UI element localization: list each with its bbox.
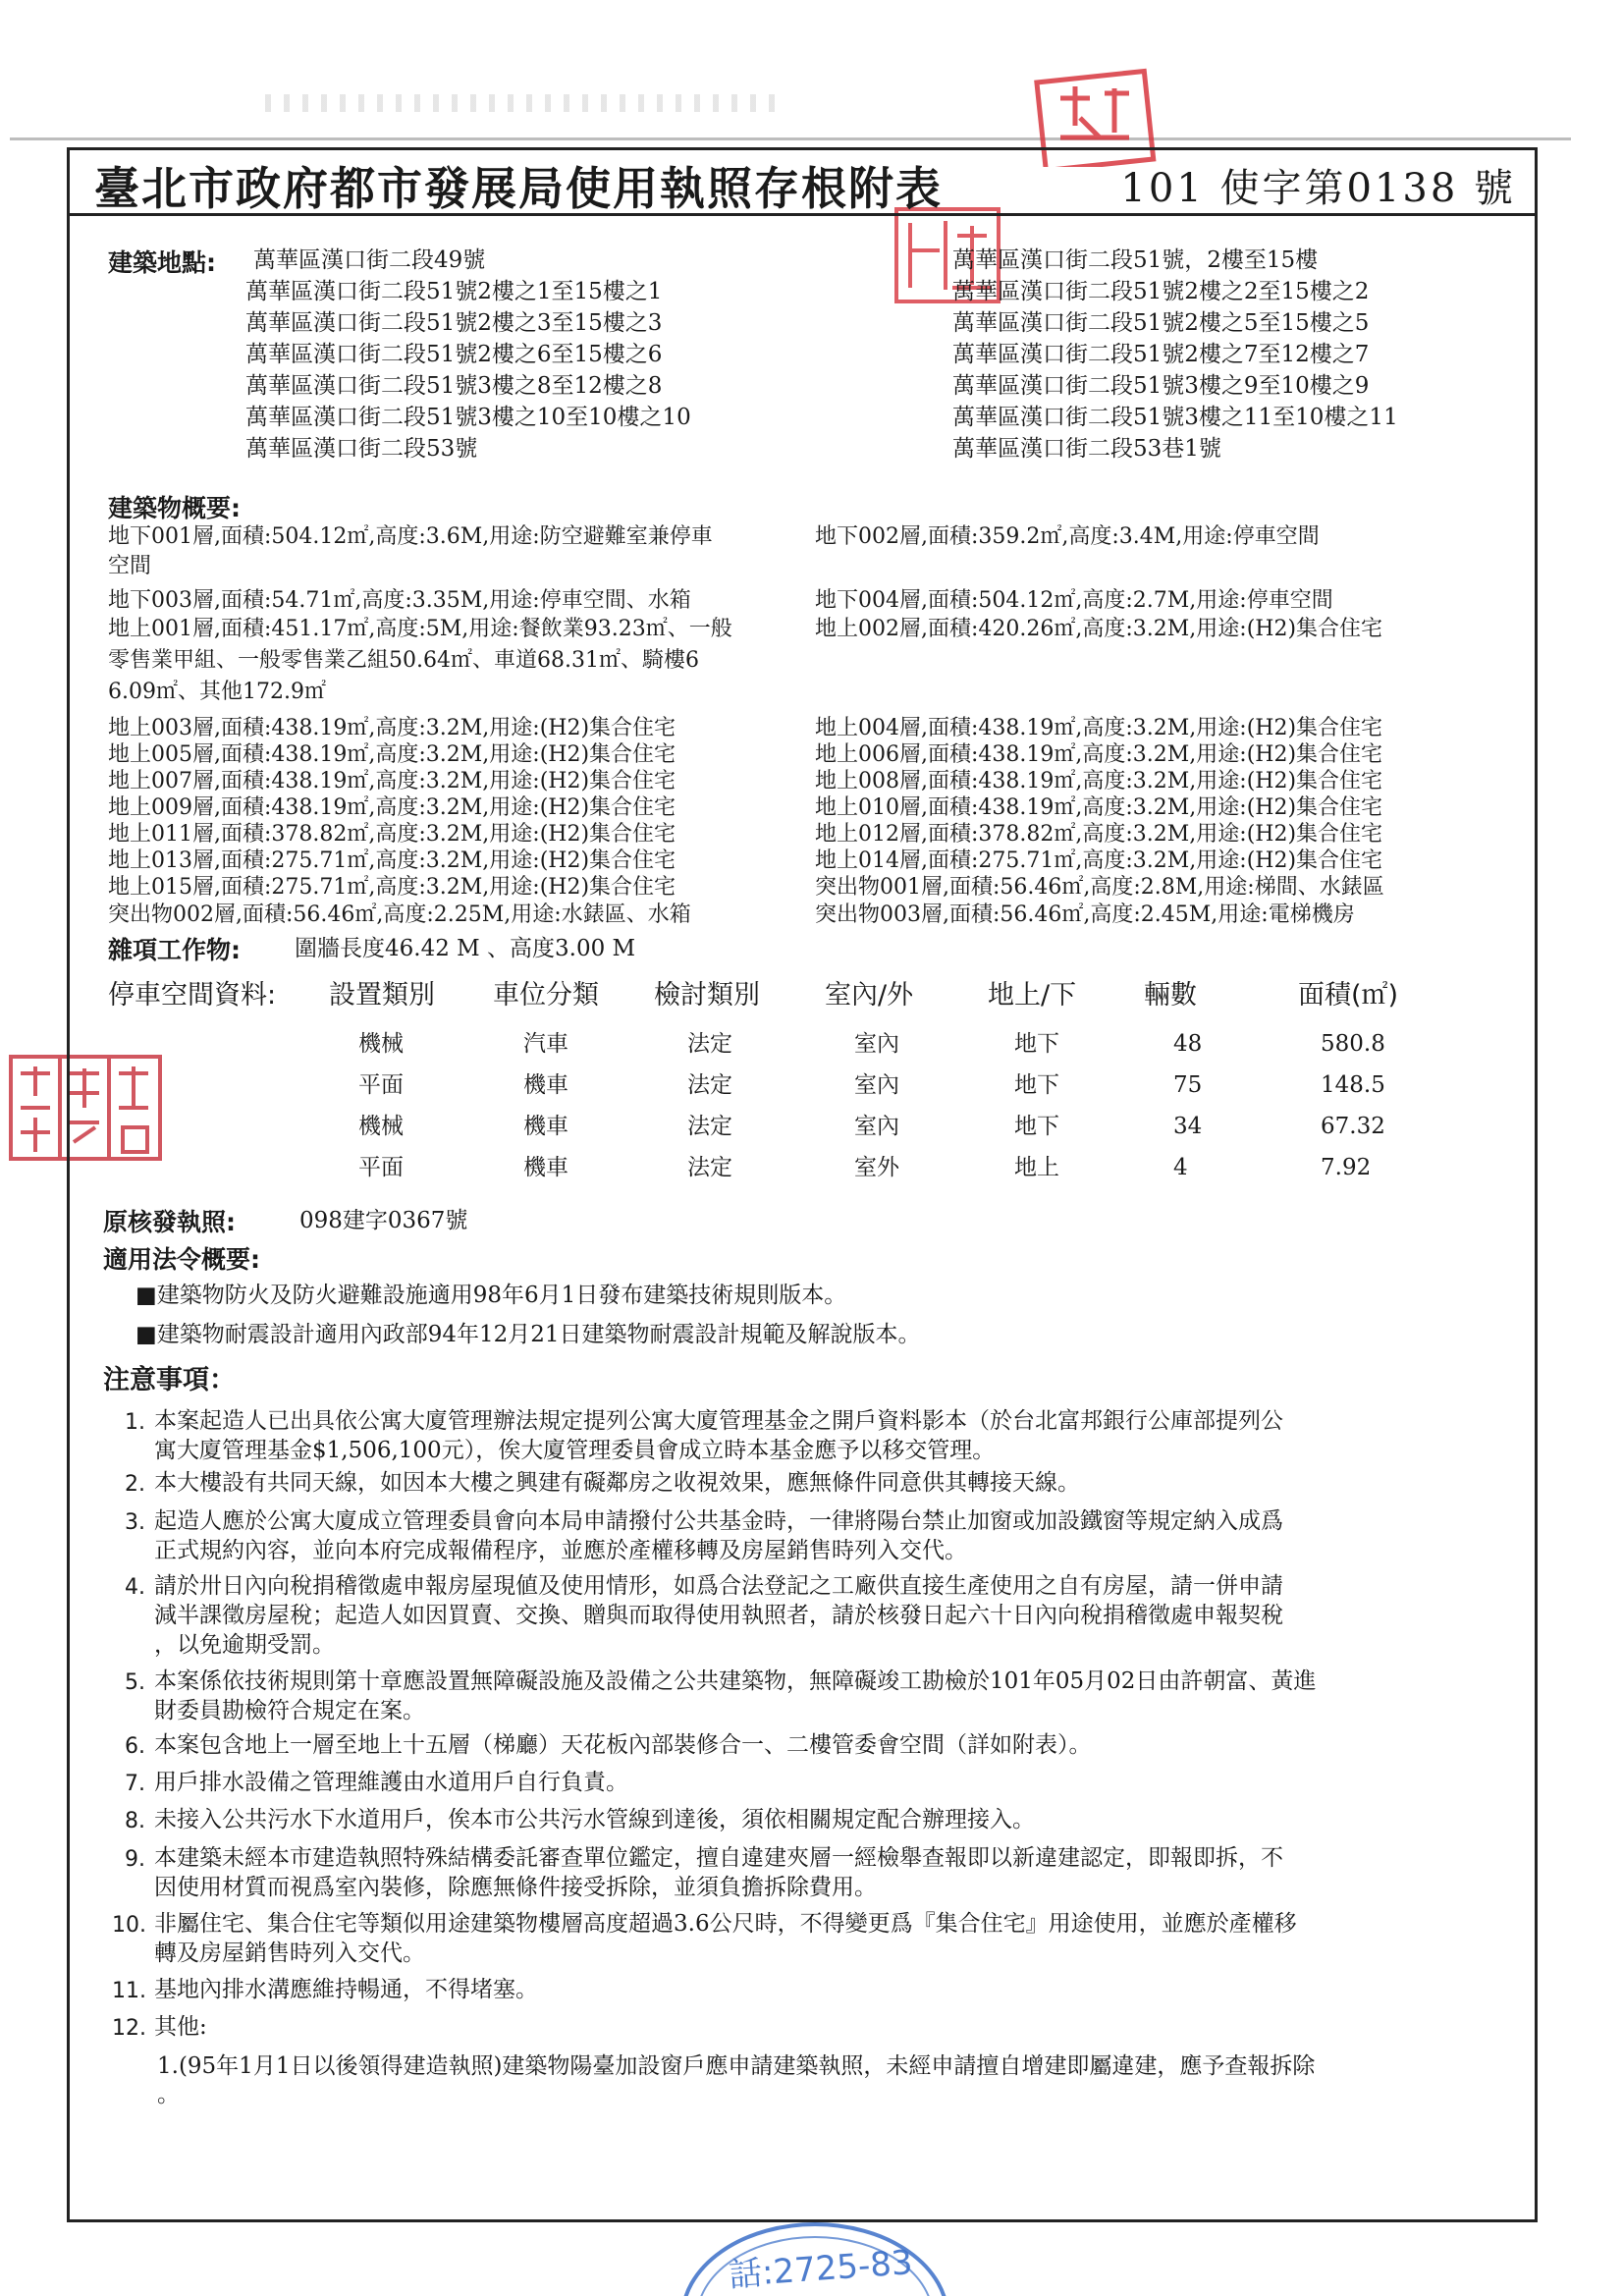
parking-cell: 7.92 bbox=[1321, 1155, 1372, 1180]
laws-label: 適用法令概要: bbox=[103, 1245, 260, 1274]
original-permit-label: 原核發執照: bbox=[103, 1208, 236, 1236]
scan-artifact bbox=[265, 94, 776, 112]
address-right-6: 萬華區漢口街二段51號3樓之11至10樓之11 bbox=[952, 405, 1398, 430]
overview-line: 地下003層,面積:54.71㎡,高度:3.35M,用途:停車空間、水箱 bbox=[108, 588, 691, 613]
notice-line: ，以免逾期受罰。 bbox=[154, 1632, 335, 1658]
notice-line: 其他: bbox=[154, 2014, 207, 2040]
notice-line: 非屬住宅、集合住宅等類似用途建築物樓層高度超過3.6公尺時，不得變更爲『集合住宅』用途使用，並應於產權移 bbox=[154, 1911, 1297, 1937]
parking-header-area: 面積(㎡) bbox=[1298, 980, 1399, 1011]
misc-work-value: 圍牆長度46.42 M 、高度3.00 M bbox=[295, 936, 636, 961]
parking-header-count: 輛數 bbox=[1144, 980, 1197, 1011]
parking-header-review: 檢討類別 bbox=[654, 980, 760, 1011]
overview-line: 地上011層,面積:378.82㎡,高度:3.2M,用途:(H2)集合住宅 bbox=[108, 822, 676, 847]
notice-number: 7. bbox=[125, 1772, 145, 1796]
parking-cell: 148.5 bbox=[1321, 1072, 1385, 1098]
parking-cell: 平面 bbox=[358, 1072, 404, 1098]
notice-line: 本案起造人已出具依公寓大廈管理辦法規定提列公寓大廈管理基金之開戶資料影本（於台北富邦銀行公庫部提列公 bbox=[154, 1408, 1283, 1434]
site-label: 建築地點: bbox=[108, 248, 216, 277]
notice-number: 3. bbox=[125, 1510, 145, 1535]
blue-stamp-bottom bbox=[668, 2210, 962, 2296]
parking-cell: 機械 bbox=[358, 1031, 404, 1057]
address-right-7: 萬華區漢口街二段53巷1號 bbox=[952, 436, 1221, 462]
overview-line: 空間 bbox=[108, 554, 152, 578]
address-left-2: 萬華區漢口街二段51號2樓之1至15樓之1 bbox=[245, 279, 663, 304]
address-left-1: 萬華區漢口街二段49號 bbox=[253, 247, 486, 273]
overview-line: 突出物001層,面積:56.46㎡,高度:2.8M,用途:梯間、水錶區 bbox=[815, 875, 1384, 900]
overview-line: 地上015層,面積:275.71㎡,高度:3.2M,用途:(H2)集合住宅 bbox=[108, 875, 676, 900]
parking-cell: 4 bbox=[1173, 1155, 1188, 1180]
notice-line: 正式規約內容，並向本府完成報備程序，並應於產權移轉及房屋銷售時列入交代。 bbox=[154, 1538, 967, 1563]
parking-cell: 室內 bbox=[854, 1031, 899, 1057]
overview-line: 地上005層,面積:438.19㎡,高度:3.2M,用途:(H2)集合住宅 bbox=[108, 742, 676, 767]
title-bar bbox=[67, 147, 1538, 216]
overview-line: 突出物003層,面積:56.46㎡,高度:2.45M,用途:電梯機房 bbox=[815, 902, 1355, 927]
notice-number: 4. bbox=[125, 1575, 145, 1600]
law-item: ■建築物防火及防火避難設施適用98年6月1日發布建築技術規則版本。 bbox=[135, 1283, 847, 1308]
address-right-4: 萬華區漢口街二段51號2樓之7至12樓之7 bbox=[952, 342, 1370, 367]
parking-cell: 汽車 bbox=[523, 1031, 568, 1057]
overview-line: 地上002層,面積:420.26㎡,高度:3.2M,用途:(H2)集合住宅 bbox=[815, 617, 1383, 641]
notice-line: 。 bbox=[157, 2082, 180, 2107]
address-left-6: 萬華區漢口街二段51號3樓之10至10樓之10 bbox=[245, 405, 691, 430]
address-right-1: 萬華區漢口街二段51號，2樓至15樓 bbox=[952, 247, 1319, 273]
notice-line: 本案包含地上一層至地上十五層（梯廳）天花板內部裝修合一、二樓管委會空間（詳如附表）。 bbox=[154, 1732, 1092, 1758]
notice-line: 基地內排水溝應維持暢通，不得堵塞。 bbox=[154, 1977, 538, 2002]
notice-number: 9. bbox=[125, 1847, 145, 1872]
notice-number: 5. bbox=[125, 1670, 145, 1695]
parking-cell: 室外 bbox=[854, 1155, 899, 1180]
notice-number: 1. bbox=[125, 1410, 145, 1435]
notice-number: 11. bbox=[112, 1979, 146, 2003]
notice-line: 因使用材質而視爲室內裝修，除應無條件接受拆除，並須負擔拆除費用。 bbox=[154, 1875, 877, 1900]
address-left-5: 萬華區漢口街二段51號3樓之8至12樓之8 bbox=[245, 373, 663, 399]
notice-line: 請於卅日內向稅捐稽徵處申報房屋現値及使用情形，如爲合法登記之工廠供直接生產使用之自有房屋，請一併申請 bbox=[154, 1573, 1283, 1599]
address-left-7: 萬華區漢口街二段53號 bbox=[245, 436, 478, 462]
overview-line: 地上013層,面積:275.71㎡,高度:3.2M,用途:(H2)集合住宅 bbox=[108, 848, 676, 873]
overview-line: 地上003層,面積:438.19㎡,高度:3.2M,用途:(H2)集合住宅 bbox=[108, 716, 676, 740]
notice-line: 本案係依技術規則第十章應設置無障礙設施及設備之公共建築物，無障礙竣工勘檢於101年05月02日由許朝富、黃進 bbox=[154, 1668, 1317, 1694]
parking-header-indoor: 室內/外 bbox=[825, 980, 914, 1011]
notice-line: 減半課徵房屋稅；起造人如因買賣、交換、贈與而取得使用執照者，請於核發日起六十日內向稅捐稽徵處申報契稅 bbox=[154, 1603, 1283, 1628]
notice-number: 10. bbox=[112, 1913, 146, 1938]
parking-cell: 75 bbox=[1173, 1072, 1203, 1098]
document-title: 臺北市政府都市發展局使用執照存根附表 bbox=[94, 162, 943, 215]
misc-work-label: 雜項工作物: bbox=[108, 936, 241, 964]
parking-cell: 地上 bbox=[1014, 1155, 1059, 1180]
scan-edge-line bbox=[10, 137, 1571, 140]
parking-cell: 機車 bbox=[523, 1155, 568, 1180]
parking-cell: 地下 bbox=[1014, 1072, 1059, 1098]
parking-cell: 法定 bbox=[687, 1072, 732, 1098]
notice-line: 寓大廈管理基金$1,506,100元），俟大廈管理委員會成立時本基金應予以移交管理。 bbox=[154, 1438, 996, 1463]
overview-line: 地上007層,面積:438.19㎡,高度:3.2M,用途:(H2)集合住宅 bbox=[108, 769, 676, 793]
address-left-3: 萬華區漢口街二段51號2樓之3至15樓之3 bbox=[245, 310, 663, 336]
parking-cell: 地下 bbox=[1014, 1114, 1059, 1139]
parking-header-level: 地上/下 bbox=[988, 980, 1077, 1011]
parking-label: 停車空間資料: bbox=[108, 980, 277, 1011]
overview-line: 地上004層,面積:438.19㎡,高度:3.2M,用途:(H2)集合住宅 bbox=[815, 716, 1383, 740]
overview-line: 地下002層,面積:359.2㎡,高度:3.4M,用途:停車空間 bbox=[815, 524, 1320, 549]
notice-line: 轉及房屋銷售時列入交代。 bbox=[154, 1941, 425, 1966]
notice-number: 8. bbox=[125, 1809, 145, 1833]
parking-cell: 法定 bbox=[687, 1114, 732, 1139]
parking-header-type: 設置類別 bbox=[329, 980, 435, 1011]
overview-line: 地上001層,面積:451.17㎡,高度:5M,用途:餐飲業93.23㎡、一般 bbox=[108, 617, 732, 641]
address-left-4: 萬華區漢口街二段51號2樓之6至15樓之6 bbox=[245, 342, 663, 367]
overview-line: 地上008層,面積:438.19㎡,高度:3.2M,用途:(H2)集合住宅 bbox=[815, 769, 1383, 793]
notice-line: 未接入公共污水下水道用戶，俟本市公共污水管線到達後，須依相關規定配合辦理接入。 bbox=[154, 1807, 1035, 1832]
address-right-2: 萬華區漢口街二段51號2樓之2至15樓之2 bbox=[952, 279, 1370, 304]
parking-cell: 法定 bbox=[687, 1031, 732, 1057]
notice-line: 起造人應於公寓大廈成立管理委員會向本局申請撥付公共基金時，一律將陽台禁止加窗或加設鐵窗等規定納入成爲 bbox=[154, 1508, 1283, 1534]
parking-cell: 48 bbox=[1173, 1031, 1203, 1057]
overview-line: 地上006層,面積:438.19㎡,高度:3.2M,用途:(H2)集合住宅 bbox=[815, 742, 1383, 767]
notice-number: 2. bbox=[125, 1472, 145, 1497]
overview-line: 地上009層,面積:438.19㎡,高度:3.2M,用途:(H2)集合住宅 bbox=[108, 795, 676, 820]
overview-line: 零售業甲組、一般零售業乙組50.64㎡、車道68.31㎡、騎樓6 bbox=[108, 648, 699, 673]
law-item: ■建築物耐震設計適用內政部94年12月21日建築物耐震設計規範及解說版本。 bbox=[135, 1322, 921, 1347]
overview-line: 6.09㎡、其他172.9㎡ bbox=[108, 680, 326, 704]
notice-line: 本大樓設有共同天線，如因本大樓之興建有礙鄰房之收視效果，應無條件同意供其轉接天線。 bbox=[154, 1470, 1080, 1496]
overview-line: 地上012層,面積:378.82㎡,高度:3.2M,用途:(H2)集合住宅 bbox=[815, 822, 1383, 847]
notice-line: 用戶排水設備之管理維護由水道用戶自行負責。 bbox=[154, 1770, 628, 1795]
overview-line: 地上010層,面積:438.19㎡,高度:3.2M,用途:(H2)集合住宅 bbox=[815, 795, 1383, 820]
parking-cell: 平面 bbox=[358, 1155, 404, 1180]
notice-number: 6. bbox=[125, 1734, 145, 1759]
notice-number: 12. bbox=[112, 2016, 146, 2041]
parking-header-category: 車位分類 bbox=[493, 980, 599, 1011]
notice-line: 財委員勘檢符合規定在案。 bbox=[154, 1698, 425, 1723]
parking-cell: 室內 bbox=[854, 1114, 899, 1139]
parking-cell: 機車 bbox=[523, 1114, 568, 1139]
notice-line: 1.(95年1月1日以後領得建造執照)建築物陽臺加設窗戶應申請建築執照，未經申請擅自增建即屬違建，應予查報拆除 bbox=[157, 2053, 1316, 2079]
notice-line: 本建築未經本市建造執照特殊結構委託審查單位鑑定，擅自違建夾層一經檢舉查報即以新違建認定，即報即拆，不 bbox=[154, 1845, 1283, 1871]
parking-cell: 機械 bbox=[358, 1114, 404, 1139]
address-right-3: 萬華區漢口街二段51號2樓之5至15樓之5 bbox=[952, 310, 1370, 336]
address-right-5: 萬華區漢口街二段51號3樓之9至10樓之9 bbox=[952, 373, 1370, 399]
notices-label: 注意事項： bbox=[103, 1365, 236, 1395]
overview-line: 地下004層,面積:504.12㎡,高度:2.7M,用途:停車空間 bbox=[815, 588, 1333, 613]
overview-label: 建築物概要: bbox=[108, 494, 241, 522]
parking-cell: 室內 bbox=[854, 1072, 899, 1098]
parking-cell: 67.32 bbox=[1321, 1114, 1385, 1139]
parking-cell: 34 bbox=[1173, 1114, 1203, 1139]
overview-line: 突出物002層,面積:56.46㎡,高度:2.25M,用途:水錶區、水箱 bbox=[108, 902, 691, 927]
overview-line: 地上014層,面積:275.71㎡,高度:3.2M,用途:(H2)集合住宅 bbox=[815, 848, 1383, 873]
parking-cell: 機車 bbox=[523, 1072, 568, 1098]
bottom-stamp-text: 話:2725-83 bbox=[727, 2243, 914, 2296]
original-permit-value: 098建字0367號 bbox=[299, 1208, 468, 1233]
parking-cell: 580.8 bbox=[1321, 1031, 1385, 1057]
parking-cell: 地下 bbox=[1014, 1031, 1059, 1057]
overview-line: 地下001層,面積:504.12㎡,高度:3.6M,用途:防空避難室兼停車 bbox=[108, 524, 713, 549]
parking-cell: 法定 bbox=[687, 1155, 732, 1180]
document-number: 101 使字第0138 號 bbox=[1120, 166, 1516, 211]
